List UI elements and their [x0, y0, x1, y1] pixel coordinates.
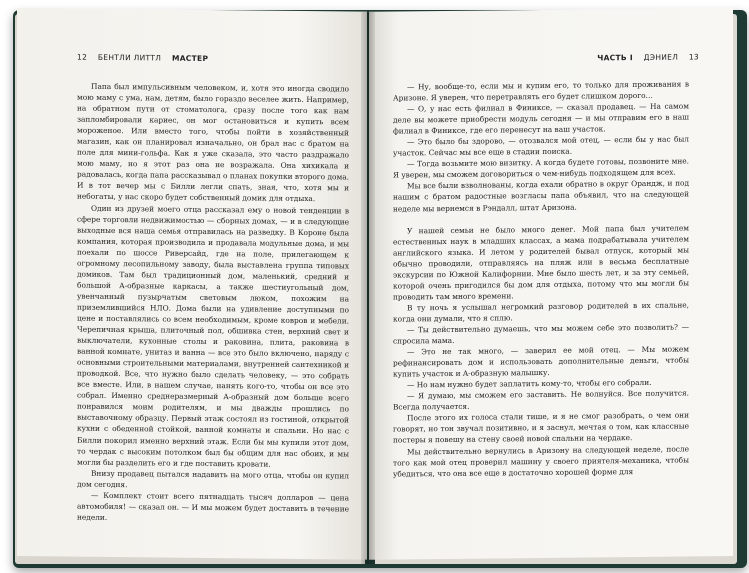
part-label: ЧАСТЬ I [597, 53, 633, 63]
paragraph: Мы действительно вернулись в Аризону на следующей неделе, после того как мой отец проверил машину у своего приятеля-механика, чтобы убедиться, что она все еще в достаточно хорошей форме для [393, 443, 689, 479]
chapter-name: ДЭНИЕЛ [643, 52, 679, 62]
book-gutter [361, 12, 375, 564]
paragraph: В ту ночь я услышал негромкий разговор родителей в их спальне, когда они думали, что я сплю. [393, 300, 689, 324]
paragraph: — Это было бы здорово, — отозвался мой отец, — если бы у нас был участок. Сейчас мы все еще в стадии поиска. [393, 134, 689, 158]
paragraph: Папа был импульсивным человеком, и, хотя это иногда сводило мою маму с ума, нам, детям, было гораздо веселее жить. Например, на обратном пути от стоматолога, сразу после того как нам запломбировали кариес, он мог остановиться и купить всем мороженое. Или вместо того, чтобы пойти в хозяйственный магазин, как он планировал изначально, он брал нас с братом на поле для мини-гольфа. Как я уже сказала, это часто раздражало мою маму, но я этот раз она не возражала. Она хихикала и радовалась, когда папа рассказывал о планах покупки второго дома. И в тот вечер мы с Билли легли спать, зная, что, хотя мы и небогаты, у нас скоро будет собственный домик для отдыха. [77, 81, 349, 204]
paragraph: — Но нам нужно будет заплатить кому-то, чтобы его собрали. [407, 378, 652, 390]
left-running-header [77, 53, 216, 63]
right-page-number: 13 [688, 52, 699, 62]
book-title: МАСТЕР [171, 53, 209, 64]
left-page [17, 8, 367, 560]
left-page-number: 12 [77, 52, 88, 62]
paragraph: — Тогда возьмите мою визитку. А когда будете готовы, позвоните мне. Я уверен, мы сможем договориться о чем-нибудь подходящем для всех. [393, 156, 689, 180]
paragraph: — Ты действительно думаешь, что мы можем себе это позволить? — спросила мама. [393, 322, 689, 346]
paragraph: — Комплект стоит всего пятнадцать тысяч долларов — цена автомобиля! — сказал он. — И мы можем будет доставить в течение недели. [77, 490, 349, 522]
paragraph: Один из друзей моего отца рассказал ему о новой тенденции в сфере торговли недвижимостью — сборных домах, — и в следующие выходные вся наша семья отправилась на разведку. В Короне была компания, которая производила и продавала модульные дома, и мы поехали по шоссе Риверсайд, где на поле, прилегающем к огромному лесопильному заводу, была выставлена группа типовых домиков. Там был традиционный дом, маленький, средний и большой A-образные каркасы, а также шестиугольный дом, увенчанный пузырчатым световым люком, похожим на приземлившийся НЛО. Дома были на удивление доступными по цене и поставлялись со всем необходимым, кроме ковров и мебели. Черепичная крыша, плиточный пол, обшивка стен, верхний свет и выключатели, кухонные столы и раковина, плита, раковина в ванной комнате, унитаз и ванна — все это было включено, наряду с основными строительными материалами, внутренней сантехникой и проводкой. Все, что нужно было сделать человеку, — это собрать все вместе. Или, в нашем случае, нанять кого-то, чтобы он все это собрал. Именно среднеразмерный A-образный дом больше всего понравился моим родителям, и мы дважды прошлись по выставочному образцу. Первый этаж состоял из гостиной, открытой кухни с обеденной стойкой, ванной комнаты и спальни. Но нас с Билли покорил именно верхний этаж. Если бы мы купили этот дом, то чердак с высоким потолком был бы общим для нас обоих, и мы могли бы разделить его и где поставить кровати. [77, 203, 349, 469]
right-page-body [393, 78, 689, 479]
paragraph: Мы все были взволнованы, когда ехали обратно в округ Орандж, и под нашим с братом радостные возгласы папа объявил, что на следующей неделе мы вернемся в Рэндалл, штат Аризона. [393, 178, 689, 214]
author-name: БЕНТЛИ ЛИТТЛ [97, 52, 162, 63]
paragraph: — Ну, вообще-то, если мы и купим его, то только для проживания в Аризоне. Я уверен, что перетравлять его будет слишком дорого… [393, 79, 689, 103]
right-page [369, 8, 733, 560]
right-running-header [589, 52, 699, 62]
paragraph: — Я думаю, мы сможем его заставить. Не волнуйся. Все получится. Всегда получается. [393, 388, 689, 412]
paragraph: Внизу продавец пытался надавить на мого отца, чтобы он купил дом сегодня. [77, 468, 349, 489]
paragraph: — Это не так много, — заверил ее мой отец. — Мы можем рефинансировать дом и использовать дополнительные деньги, чтобы купить участок и A-образную малышку. [393, 344, 689, 379]
paragraph: После этого их голоса стали тише, и я не смог разобрать, о чем они говорят, но тон звучал позитивно, и я заснул, мечтая о том, как классные постеры я повешу на стену своей новой спальни на чердаке. [393, 410, 689, 446]
paragraph: — О, у нас есть филиал в Финиксе, — сказал продавец. — На самом деле вы можете приобрести модуль сегодня — и мы отправим его в наш филиал в Финиксе, где его перенесут на ваш участок. [393, 101, 689, 136]
paragraph: У нашей семьи не было много денег. Мой папа был учителем естественных наук в младших классах, а мама подрабатывала учителем английского языка. И летом у родителей бывал отпуск, который мы обычно проводили, отправляясь на пляж или в весьма бесплатные экскурсии по Южной Калифорнии. Мне было шесть лет, и за эту семьей, которой очень пригодился бы дом для отдыха, потому что мы могли бы проводить там много времени. [393, 223, 689, 302]
open-book [3, 6, 747, 570]
left-page-body [77, 81, 349, 526]
